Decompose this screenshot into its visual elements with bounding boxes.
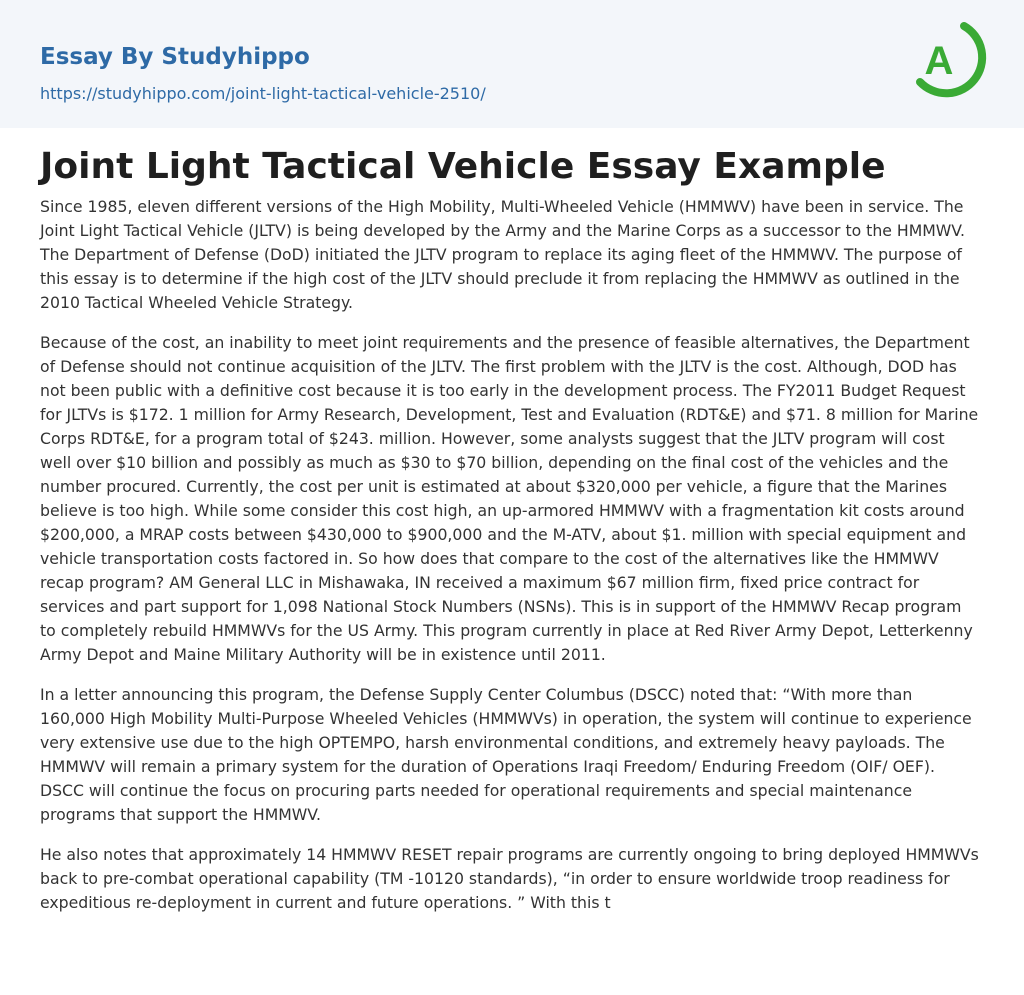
essay-paragraph: Since 1985, eleven different versions of the High Mobility, Multi-Wheeled Vehicle (HMMWV) have been in service. The Joint Light Tactical Vehicle (JLTV) is being developed by the Army and the Marine Corps as a successor to the HMMWV. The Department of Defense (DoD) initiated the JLTV program to replace its aging fleet of the HMMWV. The purpose of this essay is to determine if the high cost of the JLTV should preclude it from replacing the HMMWV as outlined in the 2010 Tactical Wheeled Vehicle Strategy.	[40, 197, 965, 312]
essay-url-link[interactable]: https://studyhippo.com/joint-light-tactical-vehicle-2510/	[40, 84, 486, 103]
essay-paragraph: In a letter announcing this program, the Defense Supply Center Columbus (DSCC) noted that: “With more than 160,000 High Mobility Multi-Purpose Wheeled Vehicles (HMMWVs) in operation, the system will continue to experience very extensive use due to the high OPTEMPO, harsh environmental conditions, and extremely heavy payloads. The HMMWV will remain a primary system for the duration of Operations Iraqi Freedom/ Enduring Freedom (OIF/ OEF). DSCC will continue the focus on procuring parts needed for operational requirements and special maintenance programs that support the HMMWV.	[40, 685, 972, 824]
site-brand[interactable]: Essay By Studyhippo	[40, 44, 310, 70]
page-title: Joint Light Tactical Vehicle Essay Example	[40, 146, 886, 187]
studyhippo-logo-icon[interactable]	[912, 18, 988, 106]
essay-body	[40, 195, 980, 931]
essay-paragraph: He also notes that approximately 14 HMMWV RESET repair programs are currently ongoing to bring deployed HMMWVs back to pre-combat operational capability (TM -10120 standards), “in order to ensure worldwide troop readiness for expeditious re-deployment in current and future operations. ” With this t	[40, 845, 979, 912]
logo-letter: A	[924, 39, 954, 83]
site-header	[0, 0, 1024, 128]
essay-paragraph: Because of the cost, an inability to meet joint requirements and the presence of feasible alternatives, the Department of Defense should not continue acquisition of the JLTV. The first problem with the JLTV is the cost. Although, DOD has not been public with a definitive cost because it is too early in the development process. The FY2011 Budget Request for JLTVs is $172. 1 million for Army Research, Development, Test and Evaluation (RDT&E) and $71. 8 million for Marine Corps RDT&E, for a program total of $243. million. However, some analysts suggest that the JLTV program will cost well over $10 billion and possibly as much as $30 to $70 billion, depending on the final cost of the vehicles and the number procured. Currently, the cost per unit is estimated at about $320,000 per vehicle, a figure that the Marines believe is too high. While some consider this cost high, an up-armored HMMWV with a fragmentation kit costs around $200,000, a MRAP costs between $430,000 to $900,000 and the M-ATV, about $1. million with special equipment and vehicle transportation costs factored in. So how does that compare to the cost of the alternatives like the HMMWV recap program? AM General LLC in Mishawaka, IN received a maximum $67 million firm, fixed price contract for services and part support for 1,098 National Stock Numbers (NSNs). This is in support of the HMMWV Recap program to completely rebuild HMMWVs for the US Army. This program currently in place at Red River Army Depot, Letterkenny Army Depot and Maine Military Authority will be in existence until 2011.	[40, 333, 979, 664]
